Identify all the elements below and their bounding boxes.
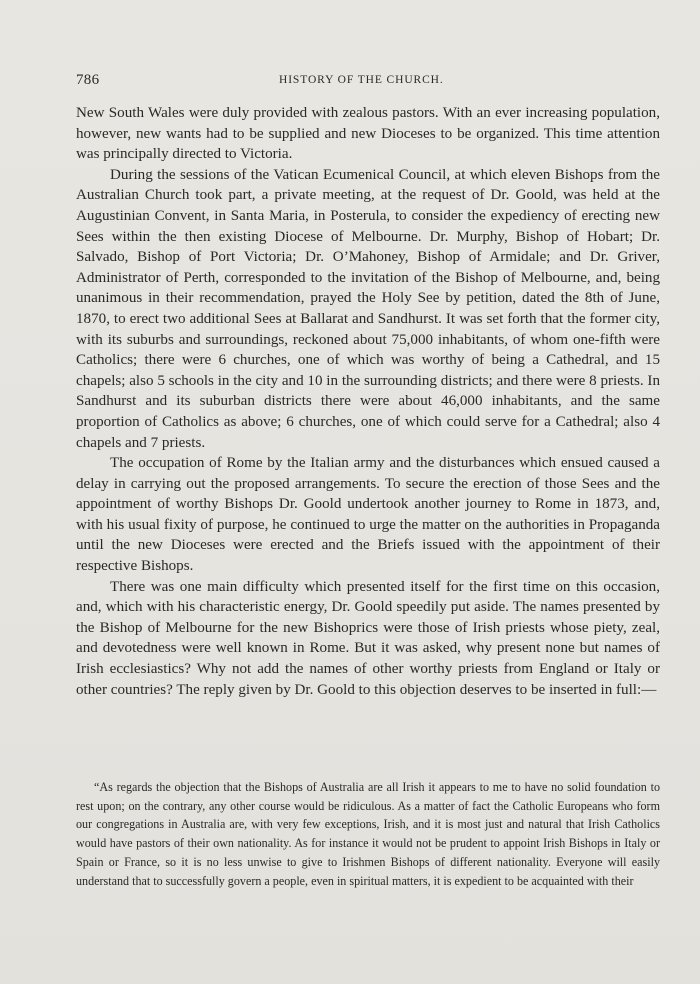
paragraph-continuation: New South Wales were duly provided with zealous pastors. With an ever increasing population, however, new wants had to be supplied and new Dioceses to be organized. This time attention was principally directed to Victoria. [76,105,660,163]
page-number: 786 [76,72,100,88]
paragraph-main-difficulty: There was one main difficulty which presented itself for the first time on this occasion, and, which with his characteristic energy, Dr. Goold speedily put aside. The names presented by the Bishop of Melbourne for the new Bishoprics were those of Irish priests whose piety, zeal, and devotedness were well known in Rome. But it was asked, why present none but names of Irish ecclesiastics? Why not add the names of other worthy priests from England or Italy or other countries? The reply given by Dr. Goold to this objection deserves to be inserted in full:— [76,578,660,698]
body-text [76,103,660,700]
quote-paragraph: “As regards the objection that the Bishops of Australia are all Irish it appears to me to have no solid foundation to rest upon; on the contrary, any other course would be ridiculous. As a matter of fact the Catholic Europeans who form our congregations in Australia are, with very few exceptions, Irish, and it is most just and natural that Irish Catholics would have pastors of their own nationality. As for instance it would not be prudent to appoint Irish Bishops in Italy or Spain or France, so it is no less unwise to give to Irishmen Bishops of different nationality. Everyone will easily understand that to successfully govern a people, even in spiritual matters, it is expedient to be acquainted with their [76,780,660,888]
running-head: HISTORY OF THE CHURCH. [279,74,444,86]
paragraph-vatican-council: During the sessions of the Vatican Ecumenical Council, at which eleven Bishops from the Australian Church took part, a private meeting, at the request of Dr. Goold, was held at the Augustinian Convent, in Santa Maria, in Posterula, to consider the expediency of erecting new Sees within the then existing Diocese of Melbourne. Dr. Murphy, Bishop of Hobart; Dr. Salvado, Bishop of Port Victoria; Dr. O’Mahoney, Bishop of Armidale; and Dr. Griver, Administrator of Perth, corresponded to the invitation of the Bishop of Melbourne, and, being unanimous in their recommendation, prayed the Holy See by petition, dated the 8th of June, 1870, to erect two additional Sees at Ballarat and Sandhurst. It was set forth that the former city, with its suburbs and surroundings, reckoned about 75,000 inhabitants, of whom one-fifth were Catholics; there were 6 churches, one of which was worthy of being a Cathedral, and 15 chapels; also 5 schools in the city and 10 in the surrounding districts; and there were 8 priests. In Sandhurst and its suburban districts there were about 46,000 inhabitants, and the same proportion of Catholics as above; 6 churches, one of which could serve for a Cathedral; also 4 chapels and 7 priests. [76,166,660,451]
page-header [76,72,660,94]
block-quote [76,778,660,890]
paragraph-occupation-of-rome: The occupation of Rome by the Italian army and the disturbances which ensued caused a delay in carrying out the proposed arrangements. To secure the erection of those Sees and the appointment of worthy Bishops Dr. Goold undertook another journey to Rome in 1873, and, with his usual fixity of purpose, he continued to urge the matter on the authorities in Propaganda until the new Dioceses were erected and the Briefs issued with the appointment of their respective Bishops. [76,455,660,575]
